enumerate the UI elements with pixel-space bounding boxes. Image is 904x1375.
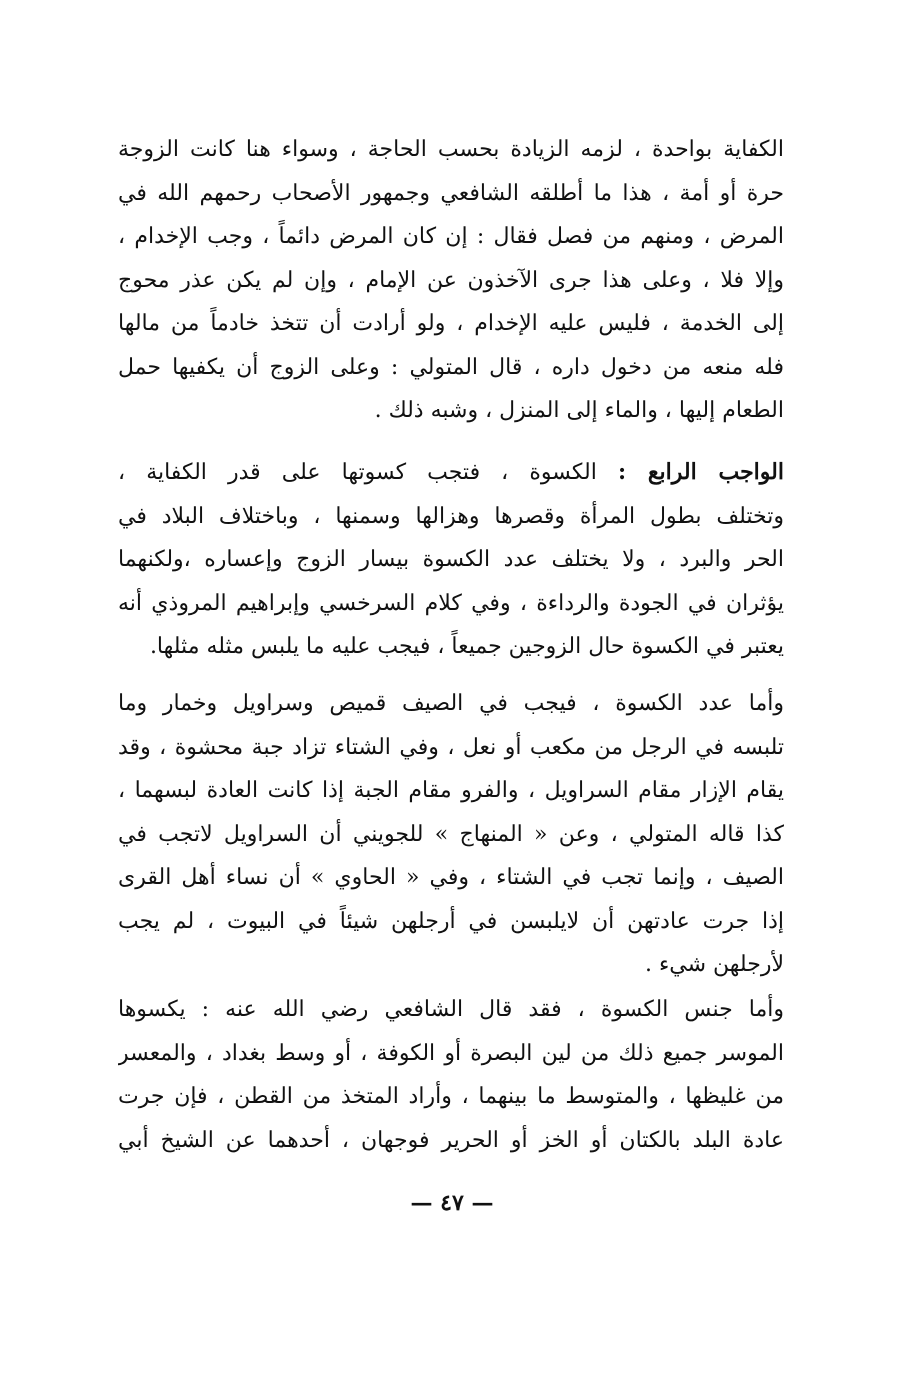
text-line: الصيف ، وإنما تجب في الشتاء ، وفي « الحاوي » أن نساء أهل القرى xyxy=(118,865,784,890)
text-line: وأما جنس الكسوة ، فقد قال الشافعي رضي الله عنه : يكسوها xyxy=(118,997,784,1022)
text-line: فله منعه من دخول داره ، قال المتولي : وعلى الزوج أن يكفيها حمل xyxy=(118,354,784,380)
text-line: وأما عدد الكسوة ، فيجب في الصيف قميص وسراويل وخمار وما xyxy=(118,691,784,716)
text-line-content: الكسوة ، فتجب كسوتها على قدر الكفاية ، xyxy=(118,460,597,485)
text-line: من غليظها ، والمتوسط ما بينهما ، وأراد المتخذ من القطن ، فإن جرت xyxy=(118,1084,784,1109)
page-number: — ٤٧ — xyxy=(410,1190,494,1216)
text-line: الكفاية بواحدة ، لزمه الزيادة بحسب الحاجة ، وسواء هنا كانت الزوجة xyxy=(118,137,784,162)
text-line: المرض ، ومنهم من فصل فقال : إن كان المرض دائماً ، وجب الإخدام ، xyxy=(118,224,784,249)
paragraph-3 xyxy=(118,682,784,987)
text-line: يعتبر في الكسوة حال الزوجين جميعاً ، فيجب عليه ما يلبس مثله مثلها. xyxy=(149,634,784,659)
text-line: الحر والبرد ، ولا يختلف عدد الكسوة بيسار الزوج وإعساره ،ولكنهما xyxy=(118,547,784,572)
section-heading: الواجب الرابع : xyxy=(617,459,784,485)
paragraph-1 xyxy=(118,128,784,433)
text-line: وإلا فلا ، وعلى هذا جرى الآخذون عن الإمام ، وإن لم يكن عذر محوج xyxy=(118,267,784,293)
text-line: يؤثران في الجودة والرداءة ، وفي كلام السرخسي وإبراهيم المروذي أنه xyxy=(118,590,784,616)
text-line: تلبسه في الرجل من مكعب أو نعل ، وفي الشتاء تزاد جبة محشوة ، وقد xyxy=(118,734,784,760)
paragraph-2 xyxy=(118,451,784,669)
text-line: إذا جرت عادتهن أن لايلبسن في أرجلهن شيئاً في البيوت ، لم يجب xyxy=(118,908,784,934)
text-line: يقام الإزار مقام السراويل ، والفرو مقام الجبة إذا كانت العادة لبسهما ، xyxy=(118,778,784,803)
text-line: عادة البلد بالكتان أو الخز أو الحرير فوجهان ، أحدهما عن الشيخ أبي xyxy=(118,1127,784,1153)
text-line: لأرجلهن شيء . xyxy=(644,952,784,977)
text-line: الطعام إليها ، والماء إلى المنزل ، وشبه ذلك . xyxy=(374,398,784,423)
text-line: الموسر جميع ذلك من لين البصرة أو الكوفة ، أو وسط بغداد ، والمعسر xyxy=(118,1040,784,1066)
text-line xyxy=(118,451,784,495)
text-line: كذا قاله المتولي ، وعن « المنهاج » للجويني أن السراويل لاتجب في xyxy=(118,821,784,847)
text-line: إلى الخدمة ، فليس عليه الإخدام ، ولو أرادت أن تتخذ خادماً من مالها xyxy=(118,311,784,336)
text-line: وتختلف بطول المرأة وقصرها وهزالها وسمنها ، وباختلاف البلاد في xyxy=(118,503,784,529)
text-line: حرة أو أمة ، هذا ما أطلقه الشافعي وجمهور الأصحاب رحمهم الله في xyxy=(118,180,784,206)
paragraph-4 xyxy=(118,988,784,1162)
